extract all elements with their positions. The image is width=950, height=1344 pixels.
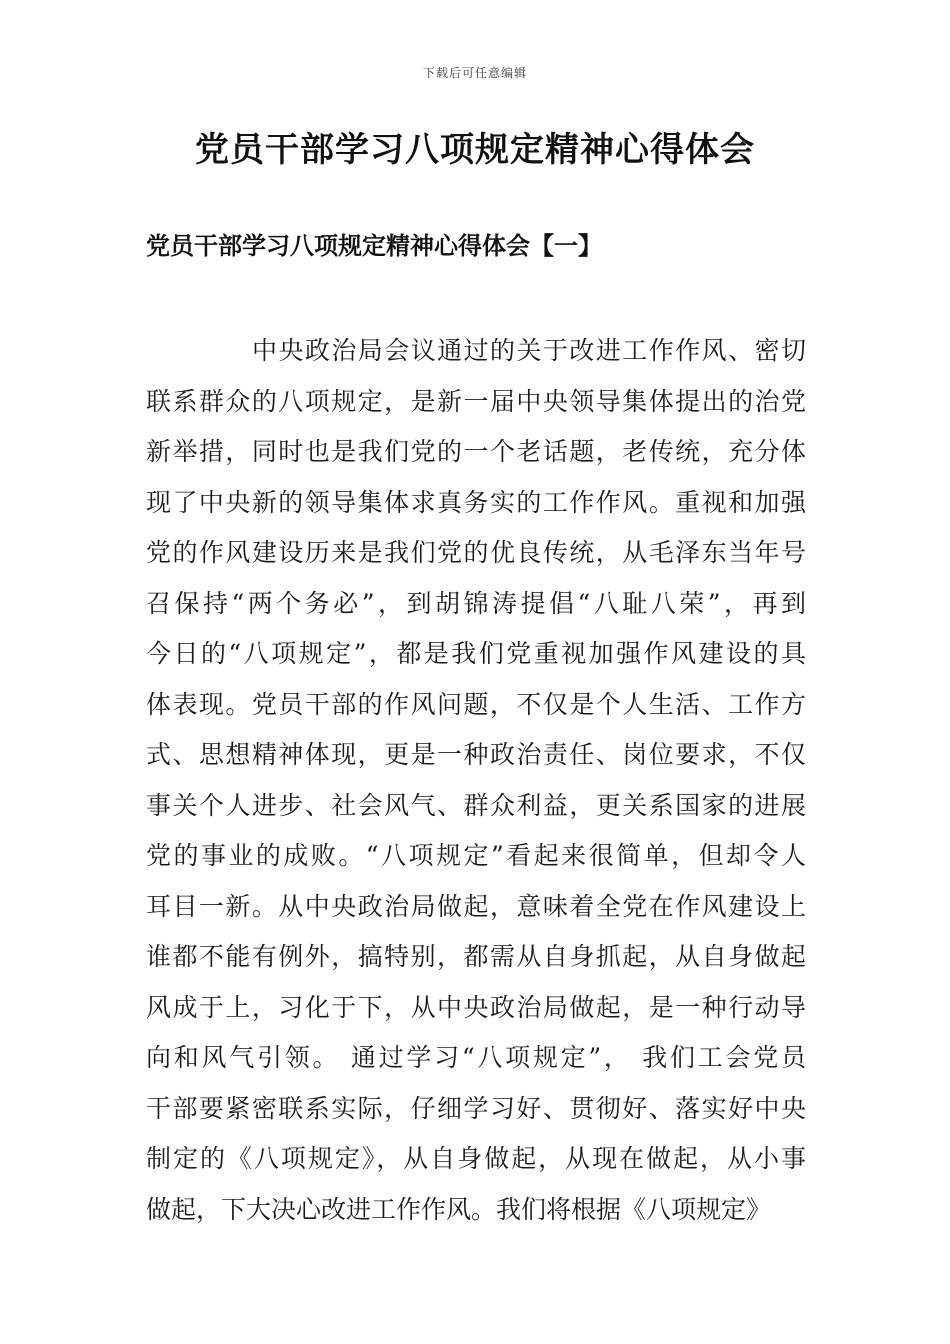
body-line: 党的事业的成败。“八项规定”看起来很简单，但却令人: [146, 841, 806, 870]
body-line: 制定的《八项规定》，从自身做起，从现在做起，从小事: [146, 1144, 806, 1173]
body-line: 事关个人进步、社会风气、群众利益，更关系国家的进展: [146, 790, 806, 820]
body-line: 召保持“两个务必”，到胡锦涛提倡“八耻八荣”，再到: [146, 588, 806, 618]
body-line: 干部要紧密联系实际，仔细学习好、贯彻好、落实好中央: [146, 1093, 806, 1123]
body-line: 联系群众的八项规定，是新一届中央领导集体提出的治党: [146, 386, 806, 416]
section-heading: 党员干部学习八项规定精神心得体会【一】: [146, 231, 602, 260]
body-line: 风成于上，习化于下，从中央政治局做起，是一种行动导: [146, 992, 806, 1022]
body-line: 今日的“八项规定”，都是我们党重视加强作风建设的具: [146, 639, 806, 668]
body-line: 体表现。党员干部的作风问题，不仅是个人生活、工作方: [146, 689, 806, 719]
body-line: 向和风气引领。 通过学习“八项规定”， 我们工会党员: [146, 1043, 806, 1072]
body-line: 耳目一新。从中央政治局做起，意味着全党在作风建设上: [146, 891, 806, 921]
body-line: 新举措，同时也是我们党的一个老话题，老传统，充分体: [146, 437, 806, 466]
body-paragraph: [146, 326, 806, 1235]
body-line: 中央政治局会议通过的关于改进工作作风、密切: [252, 336, 806, 365]
body-line: 谁都不能有例外，搞特别，都需从自身抓起，从自身做起: [146, 942, 806, 971]
document-title: 党员干部学习八项规定精神心得体会: [195, 130, 755, 170]
header-note: 下载后可任意编辑: [422, 66, 527, 80]
body-line: 式、思想精神体现，更是一种政治责任、岗位要求，不仅: [146, 740, 806, 769]
body-line: 现了中央新的领导集体求真务实的工作作风。重视和加强: [146, 487, 806, 517]
body-line: 党的作风建设历来是我们党的优良传统，从毛泽东当年号: [146, 538, 806, 567]
body-line: 做起，下大决心改进工作作风。我们将根据《八项规定》: [146, 1194, 772, 1224]
